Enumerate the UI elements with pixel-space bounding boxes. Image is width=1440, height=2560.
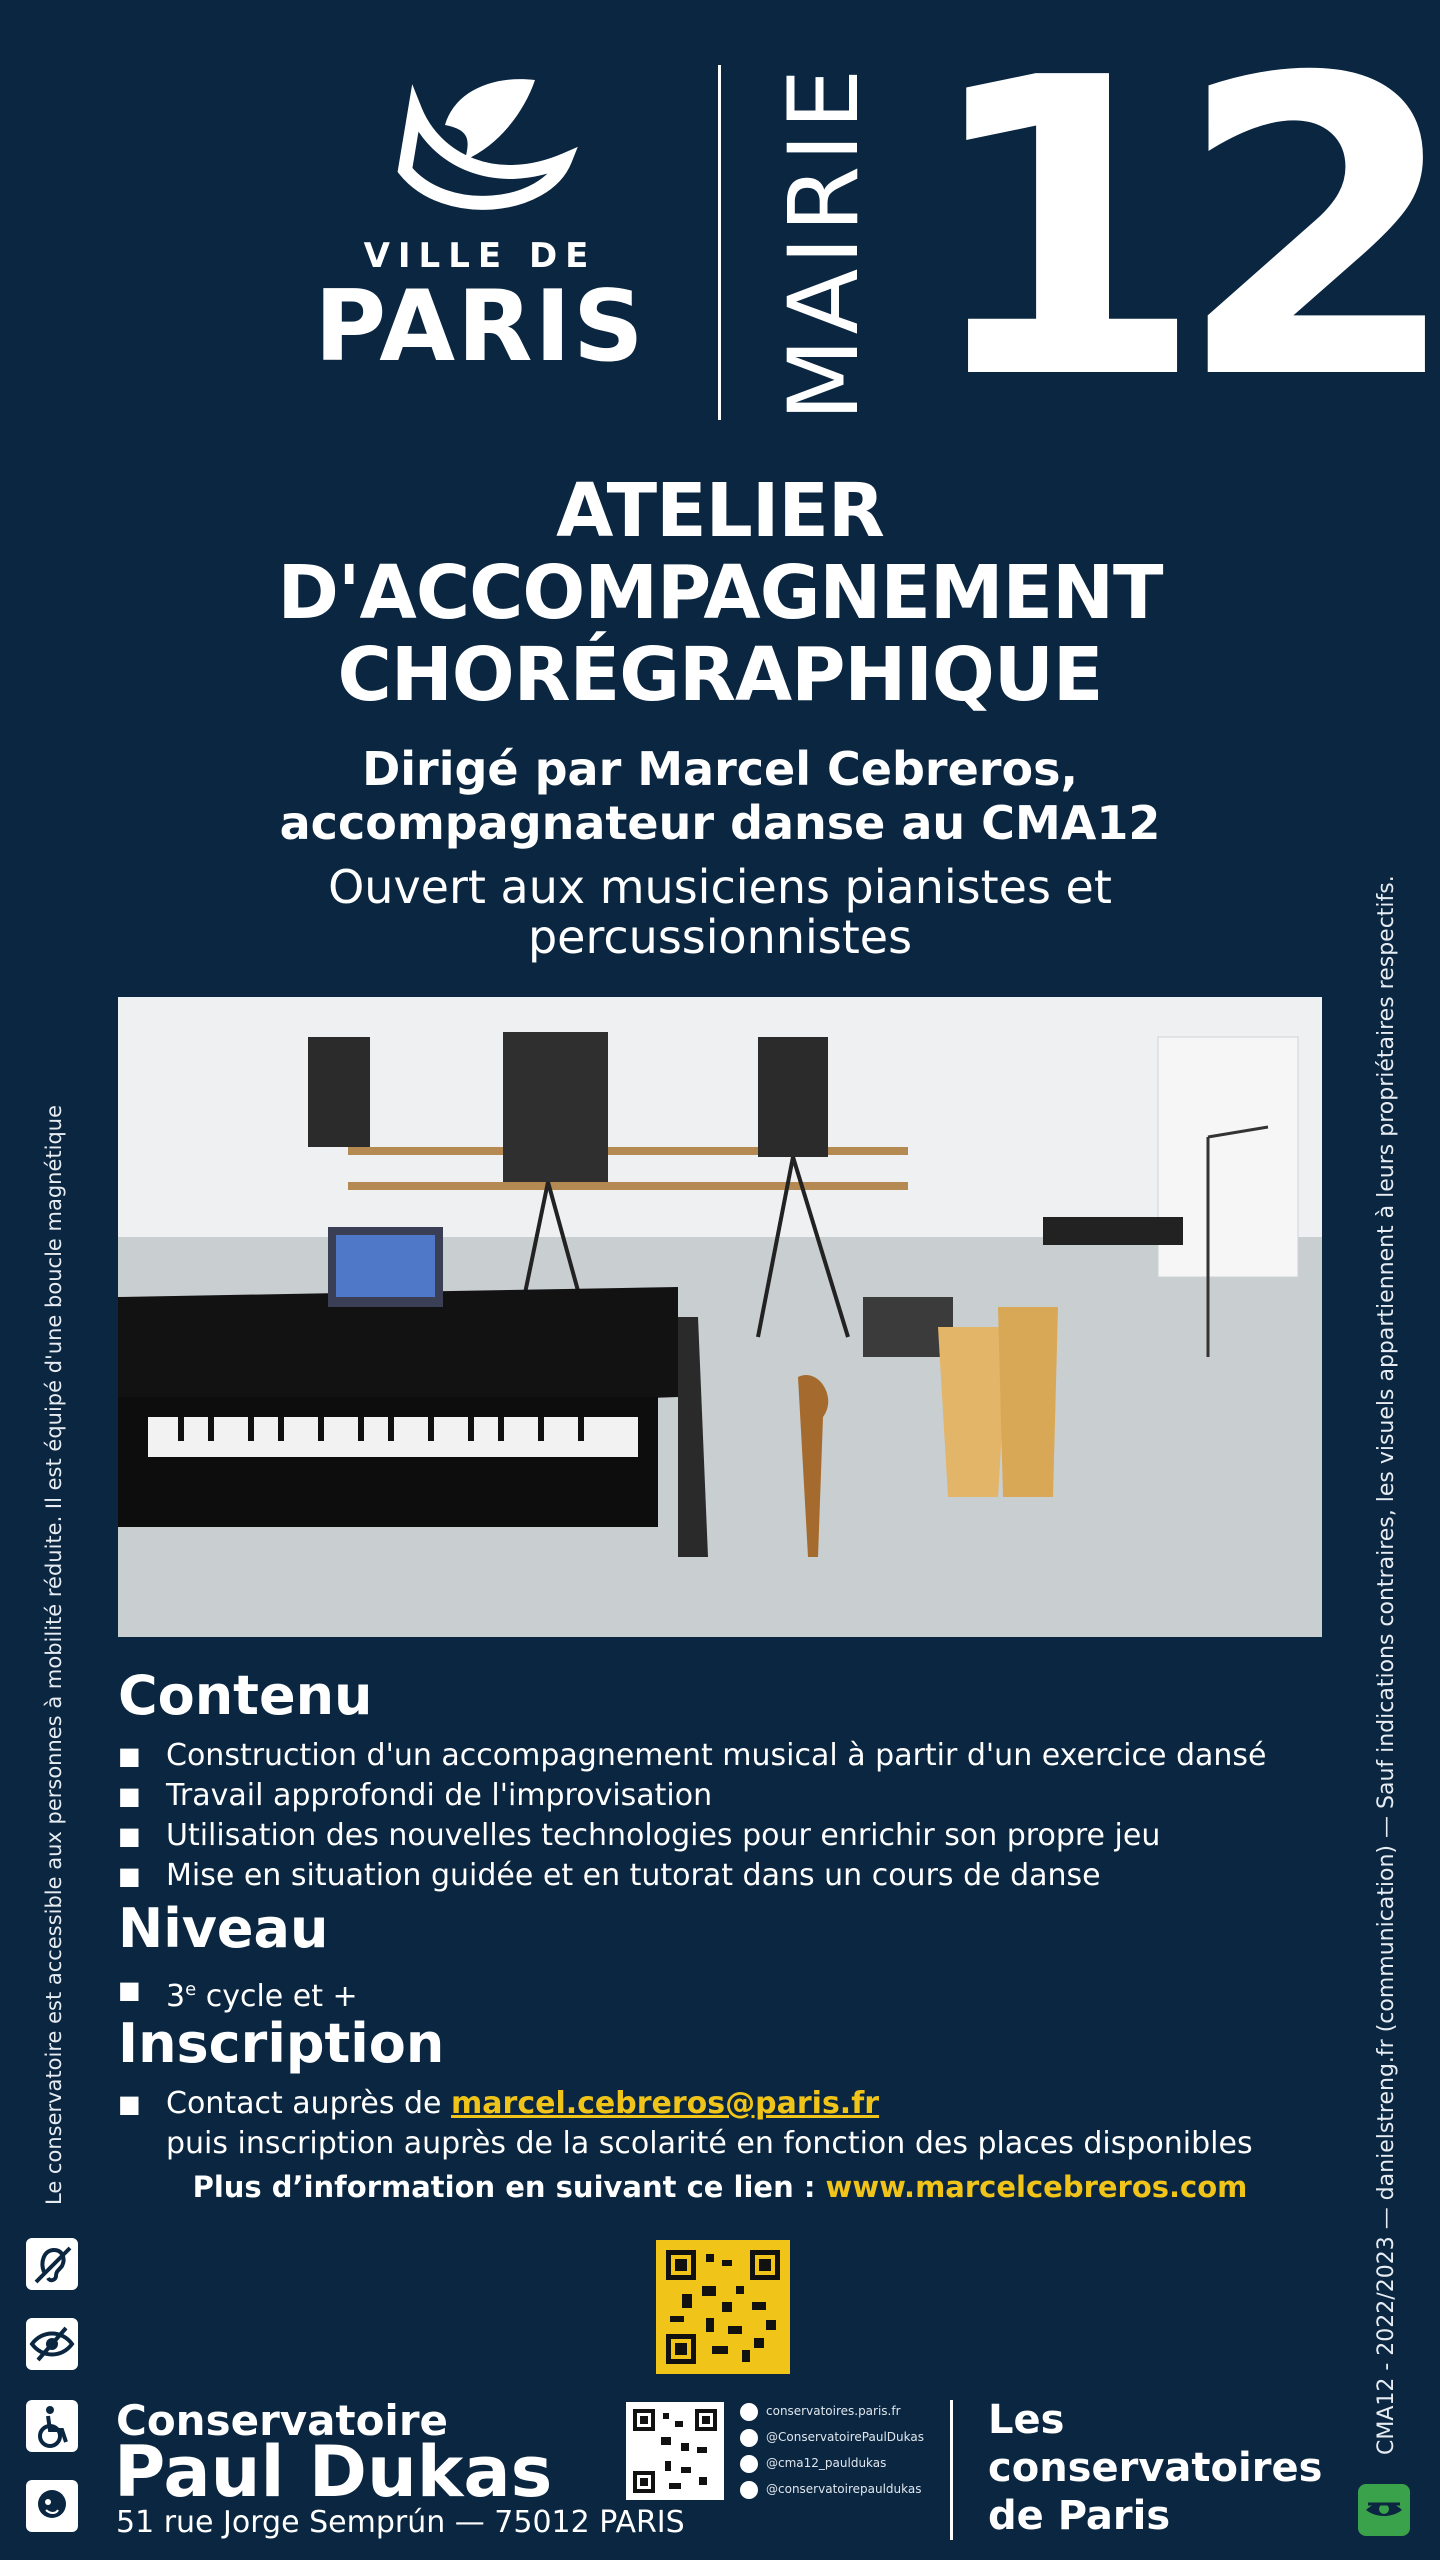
- open-to-text: [0, 862, 1440, 962]
- hearing-loop-icon: [26, 2238, 78, 2290]
- social-link-youtube[interactable]: [740, 2476, 940, 2502]
- list-item: [118, 1736, 1266, 1776]
- list-item: [118, 1970, 358, 2017]
- more-info-prefix: Plus d’information en suivant ce lien :: [192, 2170, 826, 2204]
- title-line: D'ACCOMPAGNEMENT: [277, 550, 1163, 636]
- les-conservatoires-logo: [988, 2396, 1322, 2540]
- ville-de-paris-logo: [300, 70, 660, 420]
- facebook-icon: [740, 2429, 758, 2447]
- contenu-heading: Contenu: [118, 1664, 373, 1727]
- list-item: [118, 1856, 1101, 1896]
- grand-piano: [118, 1397, 658, 1527]
- youtube-icon: [740, 2481, 758, 2499]
- contact-prefix: Contact auprès de: [166, 2086, 452, 2121]
- social-text: @ConservatoirePaulDukas: [766, 2430, 924, 2444]
- page-title: [0, 470, 1440, 716]
- speaker-center: [503, 1032, 608, 1182]
- list-item-text: Construction d'un accompagnement musical à partir d'un exercice dansé: [166, 1738, 1267, 1773]
- inscription-heading: Inscription: [118, 2012, 445, 2075]
- subtitle-line: accompagnateur danse au CMA12: [279, 796, 1161, 850]
- header-divider: [718, 65, 721, 420]
- accessibility-note: [42, 1104, 66, 2205]
- list-item-text: Utilisation des nouvelles technologies pour enrichir son propre jeu: [166, 1818, 1161, 1853]
- social-text: conservatoires.paris.fr: [766, 2404, 901, 2418]
- paris-label: PARIS: [314, 270, 646, 384]
- les-cons-line: de Paris: [988, 2493, 1171, 2539]
- niveau-heading: Niveau: [118, 1897, 329, 1960]
- list-item-text: Mise en situation guidée et en tutorat dans un cours de danse: [166, 1858, 1101, 1893]
- social-text: @cma12_pauldukas: [766, 2456, 887, 2470]
- studio-photo: [118, 997, 1322, 1637]
- contact-line2: puis inscription auprès de la scolarité en fonction des places disponibles: [166, 2126, 1253, 2161]
- speaker-right: [758, 1037, 828, 1157]
- niveau-item: [166, 1970, 358, 2017]
- visual-impairment-icon: [26, 2318, 78, 2370]
- mairie-number: 12: [920, 0, 1431, 469]
- list-item: [118, 1816, 1160, 1856]
- open-to-line: Ouvert aux musiciens pianistes et: [328, 860, 1112, 914]
- mairie-label: [744, 64, 904, 421]
- contact-email-link[interactable]: marcel.cebreros@paris.fr: [451, 2086, 880, 2121]
- social-link-instagram[interactable]: [740, 2450, 940, 2476]
- niveau-rest: cycle et +: [196, 1979, 358, 2014]
- title-line: CHORÉGRAPHIQUE: [337, 632, 1103, 718]
- subtitle-line: Dirigé par Marcel Cebreros,: [362, 742, 1078, 796]
- website-link[interactable]: www.marcelcebreros.com: [825, 2170, 1248, 2204]
- mairie-text: MAIRIE: [768, 64, 881, 421]
- qr-code-main[interactable]: [656, 2240, 790, 2374]
- inscription-text: [166, 2084, 1253, 2164]
- bullet-icon: ■: [118, 1822, 141, 1850]
- title-line: ATELIER: [556, 468, 884, 554]
- ville-de-label: VILLE DE: [363, 236, 597, 276]
- social-link-facebook[interactable]: [740, 2424, 940, 2450]
- mental-disability-icon: [26, 2480, 78, 2532]
- list-item: [118, 2084, 1253, 2164]
- bullet-icon: ■: [118, 1742, 141, 1770]
- credits-note: [1374, 765, 1399, 2455]
- conservatoire-address: 51 rue Jorge Semprún — 75012 PARIS: [116, 2505, 685, 2540]
- keyboard: [1043, 1217, 1183, 1245]
- speaker-left: [308, 1037, 370, 1147]
- more-info: [0, 2170, 1440, 2204]
- open-to-line: percussionnistes: [527, 910, 913, 964]
- wheelchair-icon: [26, 2400, 78, 2452]
- list-item: [118, 1776, 712, 1816]
- globe-icon: [740, 2403, 758, 2421]
- subtitle: [0, 742, 1440, 850]
- social-text: @conservatoirepauldukas: [766, 2482, 922, 2496]
- bullet-icon: ■: [118, 1862, 141, 1890]
- conga-left: [938, 1327, 1008, 1497]
- paris-boat-icon: [375, 70, 585, 230]
- qr-code-small[interactable]: [626, 2402, 724, 2500]
- niveau-number: 3: [166, 1979, 186, 2014]
- conga-right: [998, 1307, 1058, 1497]
- instagram-icon: [740, 2455, 758, 2473]
- footer-divider: [950, 2400, 953, 2540]
- social-links: [740, 2398, 940, 2502]
- les-cons-line: Les: [988, 2397, 1065, 2443]
- conservatoire-name: Paul Dukas: [114, 2431, 553, 2513]
- list-item-text: Travail approfondi de l'improvisation: [166, 1778, 713, 1813]
- bullet-icon: ■: [118, 1976, 141, 2004]
- social-link-website[interactable]: [740, 2398, 940, 2424]
- conservatoire-label: Conservatoire: [116, 2396, 449, 2445]
- bullet-icon: ■: [118, 2090, 141, 2118]
- les-cons-line: conservatoires: [988, 2445, 1323, 2491]
- accessibility-note-text: Le conservatoire est accessible aux personnes à mobilité réduite. Il est équipé d'une boucle magnétique: [42, 1104, 66, 2205]
- eye-badge-icon: [1358, 2484, 1410, 2536]
- bullet-icon: ■: [118, 1782, 141, 1810]
- credits-note-text: CMA12 - 2022/2023 — danielstreng.fr (communication) — Sauf indications contraires, les visuels appartiennent à leurs propriétaires respectifs.: [1374, 875, 1399, 2455]
- niveau-sup: e: [185, 1979, 197, 2000]
